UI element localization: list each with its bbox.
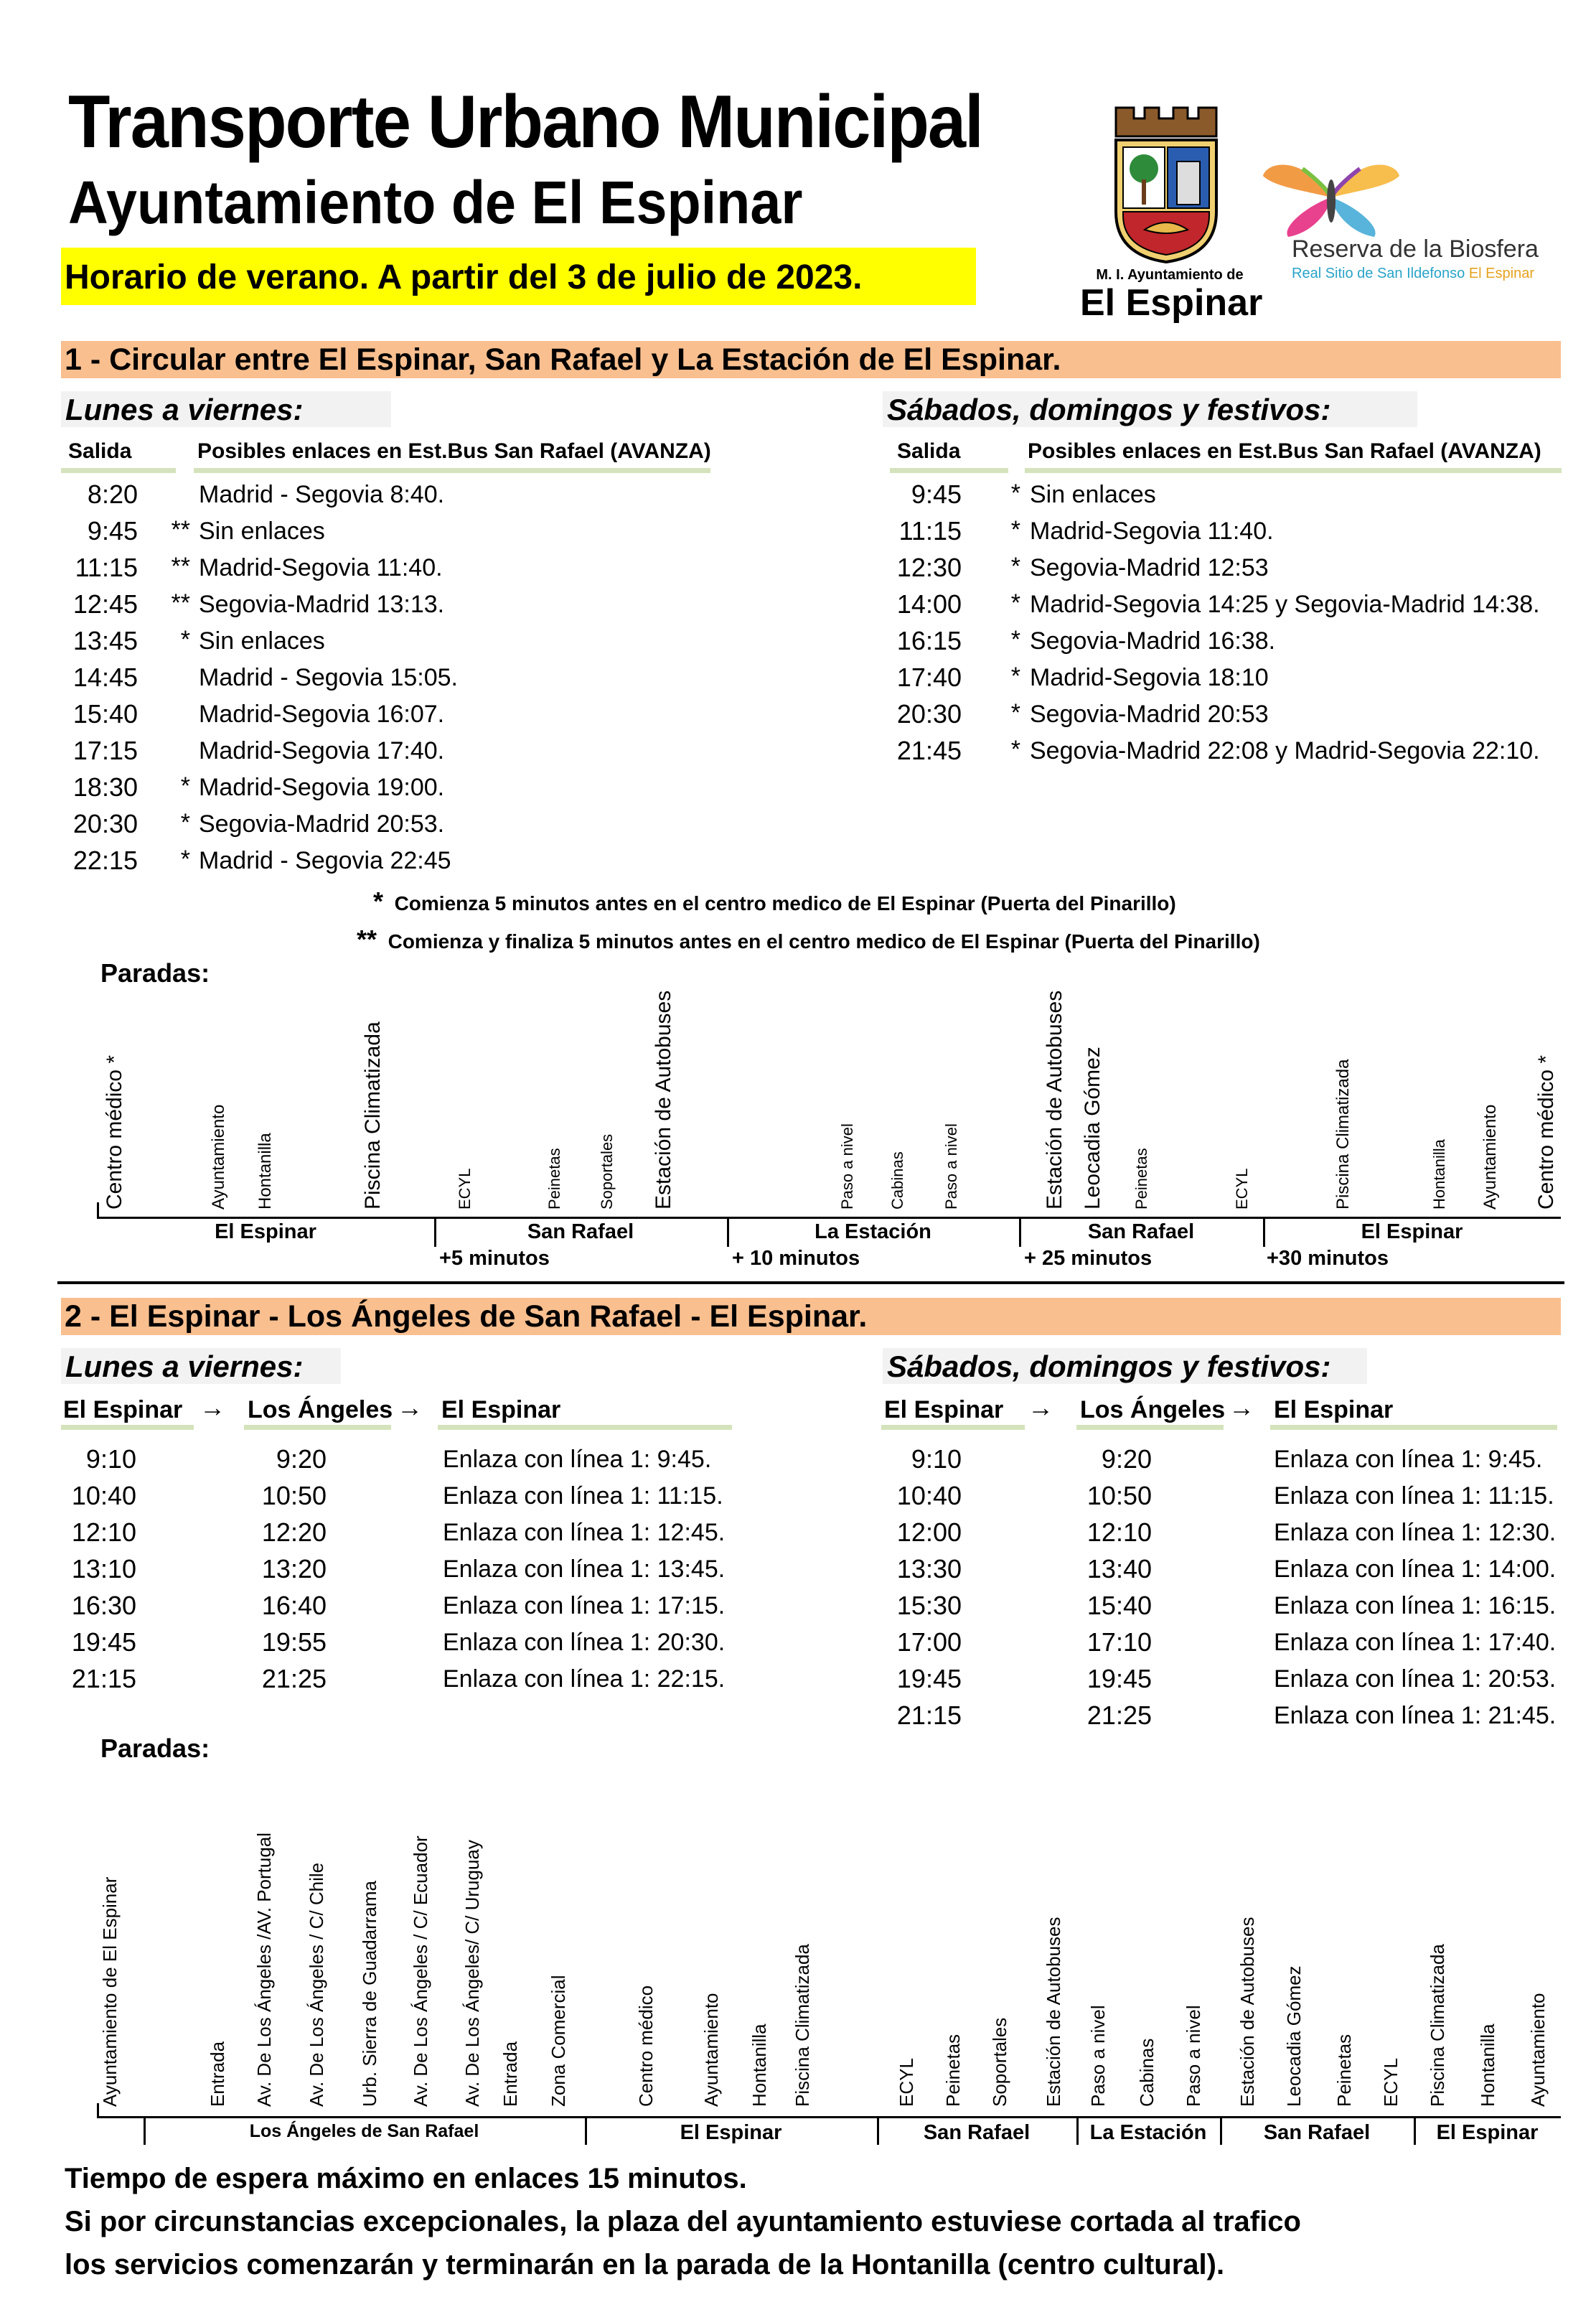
stop-label: Peinetas: [1132, 1148, 1150, 1210]
departure-time: 9:45: [87, 516, 138, 546]
biosphere-subtitle-a: Real Sitio de San Ildefonso: [1292, 266, 1465, 281]
stop-label: Soportales: [598, 1133, 616, 1210]
line2-title: 2 - El Espinar - Los Ángeles de San Rafael - El Espinar.: [65, 1299, 868, 1334]
line2-weekend-col-a: El Espinar: [884, 1396, 1004, 1423]
stop-label: ECYL: [1380, 2058, 1402, 2107]
arrival-time: 19:55: [261, 1627, 327, 1657]
arrival-time: 10:50: [261, 1481, 327, 1510]
stop-label: Paso a nivel: [838, 1123, 856, 1210]
stop-label: Entrada: [207, 2041, 228, 2107]
line2-weekend-bar: [883, 1348, 1367, 1384]
departure-time: 20:30: [72, 809, 138, 838]
line2-weekend-label: Sábados, domingos y festivos:: [887, 1349, 1331, 1383]
stop-label: Av. De Los Ángeles/ C/ Uruguay: [461, 1840, 483, 2107]
departure-time: 10:40: [71, 1481, 136, 1510]
line2-axis: [97, 2116, 1561, 2118]
arrival-time: 12:20: [261, 1517, 327, 1547]
connection-text: Enlaza con línea 1: 17:15.: [443, 1592, 726, 1619]
note-mark: **: [357, 925, 377, 954]
connection-text: Madrid-Segovia 11:40.: [1030, 518, 1274, 545]
departure-time: 21:15: [896, 1700, 962, 1730]
stop-label: Centro médico: [635, 1985, 657, 2107]
note-mark: *: [180, 809, 190, 836]
stop-label: ECYL: [1233, 1168, 1251, 1210]
departure-time: 17:15: [72, 736, 138, 765]
departure-time: 10:40: [896, 1481, 962, 1510]
council-caption: M. I. Ayuntamiento de: [1096, 267, 1244, 283]
arrival-time: 15:40: [1086, 1591, 1152, 1620]
stop-label: Zona Comercial: [548, 1975, 569, 2107]
line1-zone: San Rafael: [527, 1220, 634, 1243]
note-mark: *: [1010, 516, 1020, 543]
note-mark: **: [171, 553, 190, 580]
line2-zone: El Espinar: [1436, 2121, 1539, 2144]
rule: [61, 1425, 194, 1430]
stop-label: Estación de Autobuses: [1236, 1917, 1258, 2107]
rule: [244, 1425, 391, 1430]
axis-tick: [97, 1202, 99, 1218]
departure-time: 11:15: [898, 516, 962, 546]
arrival-time: 12:10: [1086, 1517, 1152, 1547]
stop-label: Piscina Climatizada: [1333, 1059, 1353, 1210]
connection-text: Enlaza con línea 1: 21:45.: [1274, 1702, 1557, 1729]
departure-time: 12:10: [71, 1517, 136, 1547]
stop-label: Ayuntamiento: [1527, 1993, 1549, 2107]
stop-label: Hontanilla: [1477, 2024, 1498, 2107]
line2-zone: San Rafael: [1263, 2121, 1371, 2144]
note-mark: *: [1010, 553, 1020, 580]
arrival-time: 13:20: [261, 1554, 327, 1583]
stop-label: Paso a nivel: [1087, 2005, 1109, 2107]
connection-text: Enlaza con línea 1: 12:45.: [443, 1519, 726, 1546]
biosphere-subtitle: [1292, 266, 1534, 282]
stop-label: Centro médico *: [103, 1054, 126, 1210]
arrival-time: 10:50: [1086, 1481, 1152, 1510]
note-text: Comienza 5 minutos antes en el centro medico de El Espinar (Puerta del Pinarillo): [394, 892, 1176, 914]
departure-time: 14:45: [72, 663, 138, 692]
stop-label: Urb. Sierra de Guadarrama: [359, 1880, 380, 2107]
stop-label: Cabinas: [1136, 2038, 1158, 2107]
departure-time: 15:40: [72, 699, 138, 729]
connection-text: Madrid-Segovia 18:10: [1030, 664, 1269, 691]
connection-text: Madrid - Segovia 8:40.: [199, 481, 445, 508]
line2-zone: La Estación: [1089, 2121, 1207, 2144]
departure-time: 16:30: [71, 1591, 136, 1620]
section-divider: [57, 1281, 1564, 1284]
connection-text: Enlaza con línea 1: 22:15.: [443, 1665, 726, 1693]
connection-text: Sin enlaces: [199, 627, 325, 655]
line1-note-double: [357, 925, 1260, 955]
connection-text: Enlaza con línea 1: 20:30.: [443, 1629, 726, 1656]
connection-text: Enlaza con línea 1: 11:15.: [1274, 1482, 1554, 1510]
rule: [438, 1425, 732, 1430]
connection-text: Sin enlaces: [1030, 481, 1156, 508]
stop-label: Estación de Autobuses: [652, 990, 675, 1210]
stop-label: ECYL: [896, 2058, 917, 2107]
connection-text: Madrid-Segovia 11:40.: [199, 554, 443, 581]
connection-text: Madrid - Segovia 22:45: [199, 847, 451, 874]
departure-time: 14:00: [896, 589, 962, 619]
departure-time: 12:30: [896, 553, 962, 582]
line1-weekend-label: Sábados, domingos y festivos:: [887, 393, 1331, 426]
departure-time: 17:00: [896, 1627, 962, 1657]
line1-weekend-col-salida: Salida: [897, 439, 961, 463]
arrow-right-icon: →: [200, 1393, 225, 1422]
departure-time: 12:45: [72, 589, 138, 619]
line1-zone: La Estación: [815, 1220, 931, 1243]
line1-zone: El Espinar: [1361, 1220, 1463, 1243]
stop-label: Hontanilla: [748, 2024, 770, 2107]
arrow-right-icon: →: [1028, 1393, 1053, 1422]
stop-label: Peinetas: [942, 2034, 964, 2107]
line1-paradas-label: Paradas:: [100, 958, 210, 988]
arrival-time: 17:10: [1086, 1627, 1152, 1657]
connection-text: Madrid-Segovia 16:07.: [199, 701, 445, 728]
stop-label: Piscina Climatizada: [1427, 1944, 1448, 2107]
departure-time: 13:10: [71, 1554, 136, 1583]
rule: [890, 468, 1008, 473]
line1-weekday-col-enlaces: Posibles enlaces en Est.Bus San Rafael (AVANZA): [197, 439, 711, 463]
axis-tick: [97, 2103, 99, 2118]
connection-text: Enlaza con línea 1: 16:15.: [1274, 1592, 1557, 1619]
season-banner: [61, 248, 976, 305]
line1-offset: +5 minutos: [439, 1247, 550, 1270]
departure-time: 22:15: [72, 846, 138, 875]
rule: [61, 468, 176, 473]
line1-weekday-label: Lunes a viernes:: [65, 393, 304, 426]
departure-time: 13:30: [896, 1554, 962, 1583]
connection-text: Enlaza con línea 1: 11:15.: [443, 1482, 723, 1510]
line2-weekday-col-b: Los Ángeles: [248, 1396, 393, 1423]
stop-label: Estación de Autobuses: [1043, 1917, 1064, 2107]
season-text: Horario de verano. A partir del 3 de julio de 2023.: [65, 258, 863, 296]
departure-time: 9:10: [911, 1444, 962, 1474]
stop-label: Av. De Los Ángeles /AV. Portugal: [253, 1832, 275, 2107]
stop-label: Ayuntamiento: [209, 1104, 228, 1210]
stop-label: Peinetas: [545, 1148, 563, 1210]
line1-weekend-bar: [883, 391, 1417, 427]
connection-text: Segovia-Madrid 20:53: [1030, 701, 1269, 728]
departure-time: 19:45: [896, 1664, 962, 1693]
footer-line-3: los servicios comenzarán y terminarán en la parada de la Hontanilla (centro cultural).: [65, 2249, 1225, 2280]
line2-weekday-col-c: El Espinar: [441, 1396, 561, 1423]
biosphere-subtitle-b: El Espinar: [1468, 266, 1534, 281]
rule: [194, 468, 710, 473]
note-text: Comienza y finaliza 5 minutos antes en el centro medico de El Espinar (Puerta del Pinarillo): [388, 930, 1260, 953]
footer-line-2: Si por circunstancias excepcionales, la plaza del ayuntamiento estuviese cortada al trafico: [65, 2206, 1301, 2237]
departure-time: 21:15: [71, 1664, 136, 1693]
stop-label: Piscina Climatizada: [792, 1944, 813, 2107]
departure-time: 21:45: [896, 736, 962, 765]
line1-note-single: [373, 886, 1176, 917]
footer-line-1: Tiempo de espera máximo en enlaces 15 minutos.: [65, 2163, 747, 2194]
stop-label: Centro médico *: [1534, 1054, 1558, 1210]
connection-text: Enlaza con línea 1: 13:45.: [443, 1555, 726, 1583]
arrow-right-icon: →: [397, 1393, 423, 1422]
connection-text: Sin enlaces: [199, 518, 325, 545]
note-mark: *: [373, 886, 384, 916]
line2-weekday-label: Lunes a viernes:: [65, 1349, 304, 1383]
stop-label: Ayuntamiento de El Espinar: [99, 1876, 121, 2107]
arrival-time: 21:25: [1086, 1700, 1152, 1730]
line2-header: [61, 1298, 1561, 1335]
departure-time: 15:30: [896, 1591, 962, 1620]
line1-zone: San Rafael: [1087, 1220, 1195, 1243]
connection-text: Segovia-Madrid 20:53.: [199, 810, 445, 838]
stop-label: Leocadia Gómez: [1081, 1047, 1104, 1210]
line1-header: [61, 341, 1561, 378]
rule: [1025, 468, 1562, 473]
rule: [881, 1425, 1025, 1430]
stop-label: Paso a nivel: [942, 1123, 960, 1210]
stop-label: Peinetas: [1333, 2034, 1355, 2107]
arrival-time: 9:20: [276, 1444, 327, 1474]
stop-label: Entrada: [499, 2041, 521, 2107]
line1-offset: + 25 minutos: [1024, 1247, 1153, 1270]
note-mark: *: [1010, 736, 1020, 763]
departure-time: 17:40: [896, 663, 962, 692]
connection-text: Madrid-Segovia 14:25 y Segovia-Madrid 14:38.: [1030, 591, 1540, 618]
connection-text: Enlaza con línea 1: 9:45.: [443, 1446, 712, 1473]
line1-offset: + 10 minutos: [732, 1247, 860, 1270]
line1-zone: El Espinar: [215, 1220, 316, 1243]
departure-time: 16:15: [896, 626, 962, 655]
line2-zone: San Rafael: [923, 2121, 1031, 2144]
stop-label: Piscina Climatizada: [361, 1021, 385, 1210]
line1-offset: +30 minutos: [1267, 1247, 1389, 1270]
line2-weekday-col-a: El Espinar: [63, 1396, 183, 1423]
stop-label: Av. De Los Ángeles / C/ Chile: [306, 1862, 327, 2107]
departure-time: 12:00: [896, 1517, 962, 1547]
note-mark: *: [1010, 479, 1020, 507]
stop-label: ECYL: [456, 1168, 474, 1210]
line1-axis: [97, 1217, 1561, 1219]
arrival-time: 21:25: [261, 1664, 327, 1693]
line2-zone: El Espinar: [680, 2121, 782, 2144]
departure-time: 9:45: [911, 479, 962, 509]
departure-time: 13:45: [72, 626, 138, 655]
line1-title: 1 - Circular entre El Espinar, San Rafael y La Estación de El Espinar.: [65, 342, 1061, 377]
line2-weekend-col-c: El Espinar: [1274, 1396, 1394, 1423]
rule: [1270, 1425, 1557, 1430]
connection-text: Enlaza con línea 1: 14:00.: [1274, 1555, 1557, 1583]
note-mark: *: [1010, 663, 1020, 690]
line1-weekday-col-salida: Salida: [68, 439, 132, 463]
line2-zone: Los Ángeles de San Rafael: [249, 2121, 479, 2141]
biosphere-title: Reserva de la Biosfera: [1292, 235, 1539, 263]
connection-text: Madrid-Segovia 19:00.: [199, 774, 445, 801]
butterfly-logo-icon: [1259, 147, 1403, 240]
stop-label: Leocadia Gómez: [1283, 1965, 1305, 2107]
arrival-time: 13:40: [1086, 1554, 1152, 1583]
council-name: El Espinar: [1080, 282, 1263, 324]
departure-time: 20:30: [896, 699, 962, 729]
note-mark: *: [180, 846, 190, 873]
coat-of-arms-icon: [1102, 100, 1231, 266]
arrival-time: 9:20: [1101, 1444, 1152, 1474]
connection-text: Enlaza con línea 1: 9:45.: [1274, 1446, 1543, 1473]
connection-text: Segovia-Madrid 12:53: [1030, 554, 1269, 581]
connection-text: Madrid - Segovia 15:05.: [199, 664, 458, 691]
stop-label: Hontanilla: [255, 1133, 275, 1210]
stop-label: Cabinas: [888, 1151, 906, 1210]
connection-text: Madrid-Segovia 17:40.: [199, 737, 445, 764]
line2-weekday-bar: [61, 1348, 341, 1384]
connection-text: Segovia-Madrid 13:13.: [199, 591, 445, 618]
rule: [1076, 1425, 1224, 1430]
connection-text: Enlaza con línea 1: 12:30.: [1274, 1519, 1557, 1546]
stop-label: Ayuntamiento: [700, 1993, 722, 2107]
note-mark: **: [171, 516, 190, 543]
arrival-time: 16:40: [261, 1591, 327, 1620]
departure-time: 8:20: [87, 479, 138, 509]
note-mark: *: [1010, 589, 1020, 617]
note-mark: *: [180, 626, 190, 653]
stop-label: Estación de Autobuses: [1043, 990, 1066, 1210]
note-mark: **: [171, 589, 190, 617]
note-mark: *: [180, 772, 190, 800]
page-title: Transporte Urbano Municipal: [68, 80, 983, 164]
departure-time: 9:10: [85, 1444, 136, 1474]
connection-text: Segovia-Madrid 16:38.: [1030, 627, 1276, 655]
stop-label: Av. De Los Ángeles / C/ Ecuador: [410, 1835, 431, 2107]
departure-time: 11:15: [75, 553, 138, 582]
departure-time: 19:45: [71, 1627, 136, 1657]
connection-text: Enlaza con línea 1: 20:53.: [1274, 1665, 1557, 1693]
page-subtitle: Ayuntamiento de El Espinar: [68, 169, 803, 236]
connection-text: Segovia-Madrid 22:08 y Madrid-Segovia 22:10.: [1030, 737, 1540, 764]
line2-paradas-label: Paradas:: [100, 1734, 210, 1763]
stop-label: Soportales: [989, 2017, 1010, 2107]
connection-text: Enlaza con línea 1: 17:40.: [1274, 1629, 1557, 1656]
line1-weekend-col-enlaces: Posibles enlaces en Est.Bus San Rafael (AVANZA): [1028, 439, 1541, 463]
arrival-time: 19:45: [1086, 1664, 1152, 1693]
line2-weekend-col-b: Los Ángeles: [1080, 1396, 1226, 1423]
stop-label: Paso a nivel: [1183, 2005, 1204, 2107]
departure-time: 18:30: [72, 772, 138, 802]
line1-weekday-bar: [61, 391, 391, 427]
note-mark: *: [1010, 699, 1020, 726]
note-mark: *: [1010, 626, 1020, 653]
stop-label: Hontanilla: [1430, 1139, 1448, 1210]
stop-label: Ayuntamiento: [1480, 1104, 1500, 1210]
arrow-right-icon: →: [1229, 1393, 1254, 1422]
